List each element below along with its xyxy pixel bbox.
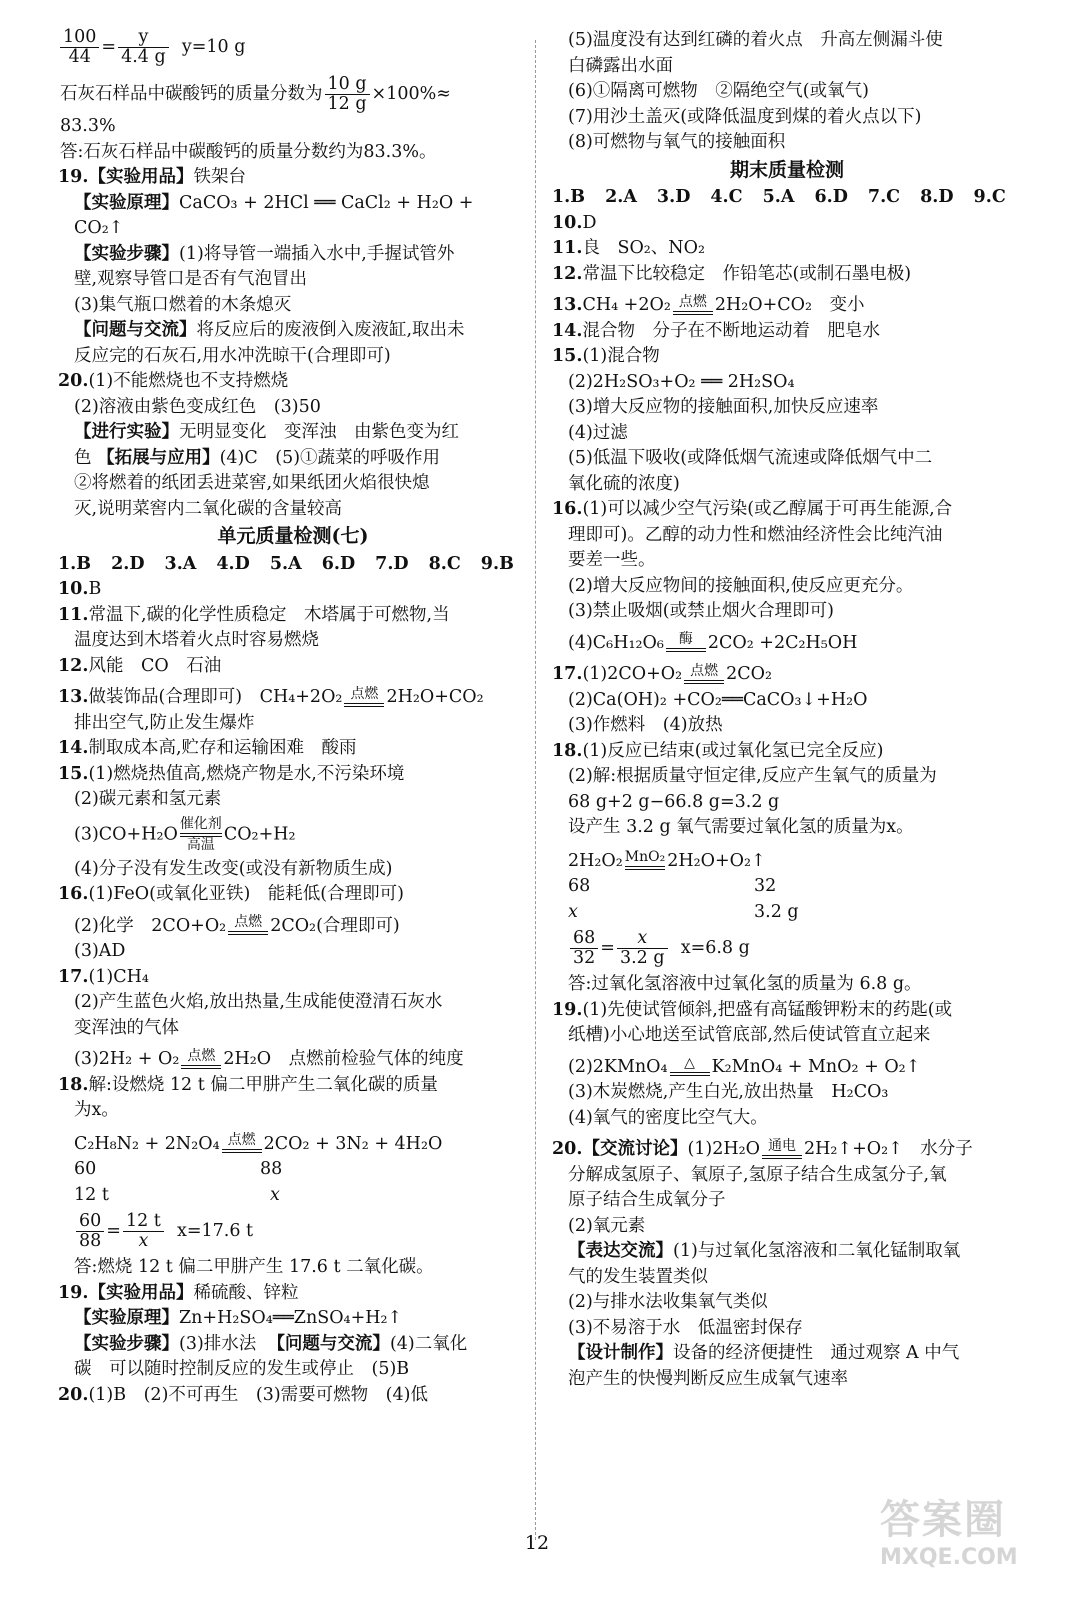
- equals-bar: [228, 931, 268, 935]
- equation: (1)2H₂O: [687, 1139, 760, 1159]
- question-number: 15.: [58, 763, 89, 784]
- equation: CaCO₃ + 2HCl ══ CaCl₂ + H₂O +: [179, 192, 474, 213]
- mc-answer: 1.B: [552, 187, 586, 207]
- question-number: 17.: [58, 966, 89, 987]
- text-line: 壁,观察导管口是否有气泡冒出: [74, 269, 308, 289]
- denominator: 44: [68, 47, 91, 67]
- numerator: x: [617, 929, 668, 949]
- text-line: 83.3%: [60, 116, 116, 136]
- question-number: 12.: [58, 655, 89, 676]
- denominator: 12 g: [327, 94, 367, 114]
- mc-answer: 8.D: [920, 187, 954, 207]
- numerator: 10 g: [325, 75, 370, 95]
- section-tag: 【交流讨论】: [582, 1139, 688, 1159]
- condition-text: 点燃: [350, 685, 379, 702]
- equals-bar: [673, 311, 713, 315]
- section-tag: 【实验用品】: [88, 167, 194, 187]
- text-line: 温度达到木塔着火点时容易燃烧: [74, 630, 319, 650]
- result: x=17.6 t: [176, 1221, 254, 1241]
- text-line: (3)禁止吸烟(或禁止烟火合理即可): [568, 601, 834, 621]
- text: 将反应后的废液倒入废液缸,取出未: [196, 320, 465, 340]
- question-number: 15.: [552, 346, 583, 366]
- equals-bar: [666, 648, 706, 652]
- equals-bar: [222, 1149, 262, 1153]
- text-line: 氧化硫的浓度): [568, 473, 680, 494]
- mc-answer: 3.D: [656, 187, 691, 207]
- text-line: 为x。: [74, 1100, 119, 1120]
- reaction-condition: [181, 1049, 221, 1073]
- multiple-choice-answers: [58, 552, 528, 578]
- mc-answer: 9.B: [480, 553, 514, 574]
- reaction-condition: [673, 295, 713, 319]
- mass: 3.2 g: [754, 901, 799, 922]
- equals-bar: [762, 1155, 802, 1159]
- equation: (2)Ca(OH)₂ +CO₂══CaCO₃↓+H₂O: [568, 689, 868, 710]
- text: 铁架台: [193, 167, 246, 187]
- answer-line: 答:过氧化氢溶液中过氧化氢的质量为 6.8 g。: [568, 974, 922, 994]
- numerator: 12 t: [123, 1212, 164, 1232]
- equals: =: [101, 37, 117, 57]
- mc-answer: 5.A: [762, 187, 795, 207]
- section-tag: 【问题与交流】: [74, 320, 197, 340]
- equation: CO₂+H₂: [223, 824, 296, 844]
- text: (1)先使试管倾斜,把盛有高锰酸钾粉末的药匙(或: [582, 999, 953, 1020]
- text-line: (4)氧气的密度比空气大。: [568, 1107, 768, 1128]
- equation: Zn+H₂SO₄══ZnSO₄+H₂↑: [179, 1308, 403, 1328]
- text-line: 碳 可以随时控制反应的发生或停止 (5)B: [74, 1359, 410, 1379]
- text: 无明显变化 变浑浊 由紫色变为红: [179, 422, 459, 442]
- equals-bar: [625, 866, 665, 870]
- unknown: x: [568, 901, 578, 922]
- mc-answer: 4.D: [216, 553, 250, 574]
- text: (3)排水法: [179, 1333, 257, 1354]
- numerator: 100: [60, 28, 99, 48]
- unknown: x: [270, 1184, 280, 1205]
- question-number: 19.: [58, 1282, 89, 1303]
- equals-bar: [344, 703, 384, 707]
- mc-answer: 2.D: [111, 553, 145, 574]
- mc-answer: 7.C: [867, 187, 901, 207]
- text-line: (3)不易溶于水 低温密封保存: [568, 1317, 803, 1338]
- fraction: [123, 1212, 164, 1251]
- text-line: (5)低温下吸收(或降低烟气流速或降低烟气中二: [568, 448, 933, 468]
- text: (1)反应已结束(或过氧化氢已完全反应): [582, 740, 884, 761]
- equation: CH₄ +2O₂: [582, 295, 671, 315]
- text-line: (2)与排水法收集氧气类似: [568, 1292, 768, 1312]
- mc-answer: 2.A: [605, 187, 637, 207]
- mc-answer: 7.D: [375, 553, 409, 574]
- text: (1)FeO(或氧化亚铁) 能耗低(合理即可): [88, 884, 404, 904]
- molar-mass: 32: [754, 876, 777, 896]
- equation: 2H₂O 点燃前检验气体的纯度: [223, 1049, 464, 1069]
- text: 解:设燃烧 12 t 偏二甲肼产生二氧化碳的质量: [88, 1074, 438, 1095]
- equation: (4)C₆H₁₂O₆: [568, 632, 664, 653]
- text: 稀硫酸、锌粒: [193, 1282, 299, 1303]
- question-number: 10.: [552, 212, 583, 233]
- text-line: [58, 75, 528, 114]
- multiple-choice-answers: [552, 185, 1022, 211]
- text-line: 68 g+2 g−66.8 g=3.2 g: [568, 791, 780, 812]
- numerator: y: [118, 28, 169, 48]
- mc-answer: 6.D: [814, 187, 848, 207]
- section-tag: 【实验步骤】: [74, 243, 179, 264]
- text-line: (3)木炭燃烧,产生白光,放出热量 H₂CO₃: [568, 1082, 889, 1102]
- question-number: 14.: [58, 738, 89, 758]
- mc-answer: 5.A: [269, 553, 302, 574]
- question-number: 17.: [552, 664, 583, 684]
- condition-text: 酶: [678, 631, 693, 647]
- mass: 12 t: [74, 1184, 109, 1205]
- text-line: (3)集气瓶口燃着的木条熄灭: [74, 294, 292, 315]
- condition-text: MnO₂: [624, 849, 666, 865]
- question-number: 11.: [58, 604, 89, 625]
- reaction-condition: [344, 687, 384, 711]
- question-number: 18.: [58, 1074, 89, 1095]
- mc-answer: 6.D: [321, 553, 356, 574]
- text: (1)将导管一端插入水中,手握试管外: [179, 243, 455, 264]
- question-number: 18.: [552, 740, 583, 761]
- text-line: ②将燃着的纸团丢进菜窖,如果纸团火焰很快熄: [74, 473, 430, 493]
- mc-answer: 8.C: [428, 553, 461, 574]
- fraction: [76, 1212, 104, 1251]
- text: 混合物 分子在不断地运动着 肥皂水: [582, 320, 880, 341]
- text: 制取成本高,贮存和运输困难 酸雨: [88, 738, 357, 758]
- text-line: (5)温度没有达到红磷的着火点 升高左侧漏斗使: [568, 30, 943, 50]
- question-number: 20.: [58, 1384, 89, 1405]
- reaction-condition: [180, 817, 222, 853]
- equation: 2H₂↑+O₂↑ 水分子: [804, 1139, 973, 1159]
- text-line: (2)氧元素: [568, 1215, 646, 1236]
- text-line: (2)溶液由紫色变成红色 (3)50: [74, 396, 321, 417]
- denominator: 88: [79, 1231, 102, 1251]
- equation: 2CO₂(合理即可): [270, 915, 400, 936]
- reaction-condition: [228, 915, 268, 939]
- question-number: 20.: [58, 371, 89, 391]
- question-number: 10.: [58, 579, 89, 599]
- text-line: 气的发生装置类似: [568, 1266, 708, 1287]
- fraction: [570, 929, 598, 968]
- equation: 2H₂O+CO₂ 变小: [714, 295, 865, 315]
- reaction-condition: [666, 632, 706, 656]
- answer-line: 答:燃烧 12 t 偏二甲肼产生 17.6 t 二氧化碳。: [74, 1257, 434, 1277]
- equation: 2CO₂ + 3N₂ + 4H₂O: [263, 1133, 443, 1154]
- question-number: 13.: [552, 295, 583, 315]
- equals-bar: [684, 680, 724, 684]
- section-tag: 【设计制作】: [568, 1343, 673, 1363]
- watermark-text: 答案圈: [880, 1497, 1006, 1543]
- text-line: (7)用沙土盖灭(或降低温度到煤的着火点以下): [568, 106, 922, 127]
- text: (4)C (5)①蔬菜的呼吸作用: [219, 447, 441, 468]
- text-line: 分解成氢原子、氧原子,氢原子结合生成氢分子,氧: [568, 1164, 947, 1185]
- mc-answer: 3.A: [164, 553, 197, 574]
- text-line: 变浑浊的气体: [74, 1017, 179, 1038]
- reaction-condition: [222, 1133, 262, 1157]
- numerator: 60: [76, 1212, 104, 1232]
- section-tag: 【实验步骤】: [74, 1333, 179, 1354]
- question-number: 19.: [552, 999, 583, 1020]
- denominator: 4.4 g: [121, 47, 166, 67]
- text: ×100%≈: [371, 84, 451, 104]
- condition-text: 通电: [768, 1137, 796, 1154]
- text-line: 理即可)。乙醇的动力性和燃油经济性会比纯汽油: [568, 524, 943, 545]
- equation: (3)CO+H₂O: [74, 824, 178, 844]
- text-line: 灭,说明菜窖内二氧化碳的含量较高: [74, 498, 343, 519]
- text: 石灰石样品中碳酸钙的质量分数为: [60, 84, 323, 104]
- watermark-logo: [880, 1488, 1050, 1588]
- text: (1)与过氧化氢溶液和二氧化锰制取氧: [673, 1241, 961, 1261]
- text: (1)混合物: [582, 346, 660, 366]
- equation: 2CO₂: [726, 664, 773, 684]
- text: (4)二氧化: [389, 1333, 468, 1354]
- text-line: 白磷露出水面: [568, 55, 673, 76]
- denominator: 3.2 g: [619, 948, 665, 968]
- equation: K₂MnO₄ + MnO₂ + O₂↑: [711, 1056, 921, 1077]
- text: 设备的经济便捷性 通过观察 A 中气: [673, 1343, 960, 1363]
- equals-bar: [670, 1072, 710, 1076]
- text-line: (3)作燃料 (4)放热: [568, 715, 723, 735]
- equation: 2H₂O₂: [568, 850, 623, 871]
- question-number: 11.: [552, 238, 583, 258]
- section-tag: 【问题与交流】: [267, 1333, 390, 1354]
- text-line: (8)可燃物与氧气的接触面积: [568, 132, 786, 152]
- text: (1)可以减少空气污染(或乙醇属于可再生能源,合: [582, 499, 953, 519]
- reaction-condition: [684, 664, 724, 688]
- condition-text: 高温: [186, 836, 215, 853]
- text-line: 设产生 3.2 g 氧气需要过氧化氢的质量为x。: [568, 817, 914, 837]
- section-tag: 【表达交流】: [568, 1241, 673, 1261]
- text-line: 泡产生的快慢判断反应生成氧气速率: [568, 1368, 848, 1389]
- section-heading: 期末质量检测: [729, 158, 844, 181]
- question-number: 16.: [58, 884, 89, 904]
- mc-answer: 9.C: [973, 187, 1006, 207]
- text-line: (2)碳元素和氢元素: [74, 789, 222, 809]
- equation: CO₂↑: [74, 218, 124, 238]
- equals-bar: [181, 1065, 221, 1069]
- equation: 做装饰品(合理即可) CH₄+2O₂: [88, 687, 343, 707]
- fraction-line: [58, 28, 528, 67]
- fraction: [617, 929, 668, 968]
- equation: (1)2CO+O₂: [582, 664, 683, 684]
- text-line: (4)分子没有发生改变(或没有新物质生成): [74, 858, 393, 879]
- equation: C₂H₈N₂ + 2N₂O₄: [74, 1133, 220, 1154]
- answer-line: 答:石灰石样品中碳酸钙的质量分数约为83.3%。: [60, 141, 437, 162]
- molar-mass: 68: [568, 876, 591, 896]
- numerator: 68: [570, 929, 598, 949]
- reaction-condition: [762, 1139, 802, 1163]
- condition-text: 点燃: [690, 662, 719, 679]
- text: (1)B (2)不可再生 (3)需要可燃物 (4)低: [88, 1384, 428, 1405]
- result: y=10 g: [181, 37, 246, 57]
- equation: 2H₂O+CO₂: [386, 687, 484, 707]
- equation: 2CO₂ +2C₂H₅OH: [707, 632, 858, 653]
- condition-text: 点燃: [227, 1132, 256, 1148]
- question-number: 20.: [552, 1139, 583, 1159]
- text-line: (2)产生蓝色火焰,放出热量,生成能使澄清石灰水: [74, 992, 443, 1012]
- text: 风能 CO 石油: [88, 655, 222, 676]
- text-line: (4)过滤: [568, 422, 628, 443]
- text-line: 反应完的石灰石,用水冲洗晾干(合理即可): [74, 345, 391, 366]
- reaction-condition: [670, 1056, 710, 1080]
- mc-answer: 1.B: [58, 553, 92, 574]
- equals-bar: [180, 833, 222, 837]
- result: x=6.8 g: [680, 938, 750, 958]
- condition-text: 催化剂: [179, 815, 222, 832]
- section-heading: 单元质量检测(七): [217, 525, 369, 547]
- text: 常温下,碳的化学性质稳定 木塔属于可燃物,当: [88, 604, 450, 625]
- watermark-url: MXQE.COM: [880, 1545, 1018, 1570]
- equation: (2)2KMnO₄: [568, 1056, 668, 1077]
- text: 良 SO₂、NO₂: [582, 238, 705, 258]
- question-number: 19.: [58, 167, 89, 187]
- fraction: [60, 28, 99, 67]
- question-number: 13.: [58, 687, 89, 707]
- text: B: [88, 579, 102, 599]
- section-tag: 【拓展与应用】: [97, 447, 220, 468]
- molar-mass: 88: [260, 1159, 283, 1179]
- text: D: [582, 212, 597, 233]
- equation: (2)2H₂SO₃+O₂ ══ 2H₂SO₄: [568, 371, 795, 392]
- question-number: 14.: [552, 320, 583, 341]
- text: 色: [74, 447, 92, 468]
- mc-answer: 4.C: [710, 187, 743, 207]
- page-number: 12: [524, 1532, 550, 1554]
- condition-text: △: [684, 1055, 695, 1071]
- text: (1)燃烧热值高,燃烧产物是水,不污染环境: [88, 763, 405, 784]
- text-line: 要差一些。: [568, 550, 656, 570]
- column-divider: [535, 40, 536, 1540]
- condition-text: 点燃: [678, 293, 707, 310]
- question-number: 16.: [552, 499, 583, 519]
- equation: (2)化学 2CO+O₂: [74, 915, 227, 936]
- section-tag: 【实验原理】: [74, 1308, 179, 1328]
- question-number: 12.: [552, 263, 583, 284]
- section-tag: 【进行实验】: [74, 422, 179, 442]
- text-line: 纸槽)小心地送至试管底部,然后使试管直立起来: [568, 1025, 931, 1045]
- text: (1)不能燃烧也不支持燃烧: [88, 371, 289, 391]
- condition-text: 点燃: [234, 914, 263, 930]
- fraction: [325, 75, 370, 114]
- section-tag: 【实验用品】: [88, 1282, 194, 1303]
- text: (1)CH₄: [88, 966, 149, 987]
- right-column: (5)温度没有达到红磷的着火点 升高左侧漏斗使 白磷露出水面 (6)①隔离可燃物 ②隔绝空气(或氧气) (7)用沙土盖灭(或降低温度到煤的着火点以下) (8)可燃物与氧气的接触面积 期末质量检测 1.B 2.A 3.D 4.C 5.A 6.D 7.C 8.D 9.C 10.D 11.良 SO₂、NO₂ 12.常温下比较稳定 作铅笔芯(或制石墨电极) 13.CH₄ +2O₂ 点燃 2H₂O+CO₂ 变小 14.混合物 分子在不断地运动着 肥皂水 15.(1)混合物 (2)2H₂SO₃+O₂ ══ 2H₂SO₄ (3)增大反应物的接触面积,加快反应速率 (4)过滤 (5)低温下吸收(或降低烟气流速或降低烟气中二 氧化硫的浓度) 16.(1)可以减少空气污染(或乙醇属于可再生能源,合 理即可)。乙醇的动力性和燃油经济性会比纯汽油 要差一些。 (2)增大反应物间的接触面积,使反应更充分。 (3)禁止吸烟(或禁止烟火合理即可) (4)C₆H₁₂O₆ 酶 2CO₂ +2C₂H₅OH 17.(1)2CO+O₂ 点燃 2CO₂ (2)Ca(OH)₂ +CO₂══CaCO₃↓+H₂O (3)作燃料 (4)放热 18.(1)反应已结束(或过氧化氢已完全反应) (2)解:根据质量守恒定律,反应产生氧气的质量为 68 g+2 g−66.8 g=3.2 g 设产生 3.2 g 氧气需要过氧化氢的质量为x。 2H₂O₂ MnO₂ 2H₂O+O₂↑ 68 32 x 3.2 g $\frac{68}{32}$ = $\frac{x}{3.2 g}$ x=6.8 g 答:过氧化氢溶液中过氧化氢的质量为 6.8 g。 19.(1)先使试管倾斜,把盛有高锰酸钾粉末的药匙(或 纸槽)小心地送至试管底部,然后使试管直立起来 (2)2KMnO₄ △ K₂MnO₄ + MnO₂ + O₂↑ (3)木炭燃烧,产生白光,放出热量 H₂CO₃ (4)氧气的密度比空气大。 20.【交流讨论】(1)2H₂O 通电 2H₂↑+O₂↑ 水分子 分解成氢原子、氧原子,氢原子结合生成氢分子,氧 原子结合生成氧分子 (2)氧元素 【表达交流】(1)与过氧化氢溶液和二氧化锰制取氧 气的发生装置类似 (2)与排水法收集氧气类似 (3)不易溶于水 低温密封保存 【设计制作】设备的经济便捷性 通过观察 A 中气 泡产生的快慢判断反应生成氧气速率: [552, 28, 1022, 1392]
- text-line: (2)解:根据质量守恒定律,反应产生氧气的质量为: [568, 766, 937, 786]
- condition-text: 点燃: [187, 1047, 216, 1064]
- reaction-condition: [625, 850, 665, 874]
- section-tag: 【实验原理】: [74, 192, 179, 213]
- fraction: [118, 28, 169, 67]
- left-column: $\frac{100}{44}$ = $\frac{y}{4.4 g}$ y=10 g 石灰石样品中碳酸钙的质量分数为 $\frac{10 g}{12 g}$ ×100%≈ 83.3% 答:石灰石样品中碳酸钙的质量分数约为83.3%。 19.【实验用品】铁架台 【实验原理】CaCO₃ + 2HCl ══ CaCl₂ + H₂O + CO₂↑ 【实验步骤】(1)将导管一端插入水中,手握试管外 壁,观察导管口是否有气泡冒出 (3)集气瓶口燃着的木条熄灭 【问题与交流】将反应后的废液倒入废液缸,取出未 反应完的石灰石,用水冲洗晾干(合理即可) 20.(1)不能燃烧也不支持燃烧 (2)溶液由紫色变成红色 (3)50 【进行实验】无明显变化 变浑浊 由紫色变为红 色 【拓展与应用】(4)C (5)①蔬菜的呼吸作用 ②将燃着的纸团丢进菜窖,如果纸团火焰很快熄 灭,说明菜窖内二氧化碳的含量较高 单元质量检测(七) 1.B 2.D 3.A 4.D 5.A 6.D 7.D 8.C 9.B 10.B 11.常温下,碳的化学性质稳定 木塔属于可燃物,当 温度达到木塔着火点时容易燃烧 12.风能 CO 石油 13.做装饰品(合理即可) CH₄+2O₂ 点燃 2H₂O+CO₂ 排出空气,防止发生爆炸 14.制取成本高,贮存和运输困难 酸雨 15.(1)燃烧热值高,燃烧产物是水,不污染环境 (2)碳元素和氢元素 (3)CO+H₂O 催化剂 高温 CO₂+H₂ (4)分子没有发生改变(或没有新物质生成) 16.(1)FeO(或氧化亚铁) 能耗低(合理即可) (2)化学 2CO+O₂ 点燃 2CO₂(合理即可) (3)AD 17.(1)CH₄ (2)产生蓝色火焰,放出热量,生成能使澄清石灰水 变浑浊的气体 (3)2H₂ + O₂ 点燃 2H₂O 点燃前检验气体的纯度 18.解:设燃烧 12 t 偏二甲肼产生二氧化碳的质量 为x。 C₂H₈N₂ + 2N₂O₄ 点燃 2CO₂ + 3N₂ + 4H₂O 60 88 12 t x $\frac{60}{88}$ = $\frac{12 t}{x}$ x=17.6 t 答:燃烧 12 t 偏二甲肼产生 17.6 t 二氧化碳。 19.【实验用品】稀硫酸、锌粒 【实验原理】Zn+H₂SO₄══ZnSO₄+H₂↑ 【实验步骤】(3)排水法 【问题与交流】(4)二氧化 碳 可以随时控制反应的发生或停止 (5)B 20.(1)B (2)不可再生 (3)需要可燃物 (4)低: [58, 28, 528, 1408]
- equation: (3)2H₂ + O₂: [74, 1049, 180, 1069]
- text: 常温下比较稳定 作铅笔芯(或制石墨电极): [582, 263, 912, 284]
- text-line: 排出空气,防止发生爆炸: [74, 712, 255, 733]
- text-line: 原子结合生成氧分子: [568, 1190, 726, 1210]
- equation: 2H₂O+O₂↑: [667, 850, 766, 871]
- text-line: (6)①隔离可燃物 ②隔绝空气(或氧气): [568, 81, 869, 101]
- molar-mass: 60: [74, 1159, 97, 1179]
- text-line: (2)增大反应物间的接触面积,使反应更充分。: [568, 575, 914, 596]
- text-line: (3)AD: [74, 941, 126, 961]
- text-line: (3)增大反应物的接触面积,加快反应速率: [568, 397, 879, 417]
- denominator: 32: [573, 948, 596, 968]
- denominator: x: [138, 1231, 149, 1251]
